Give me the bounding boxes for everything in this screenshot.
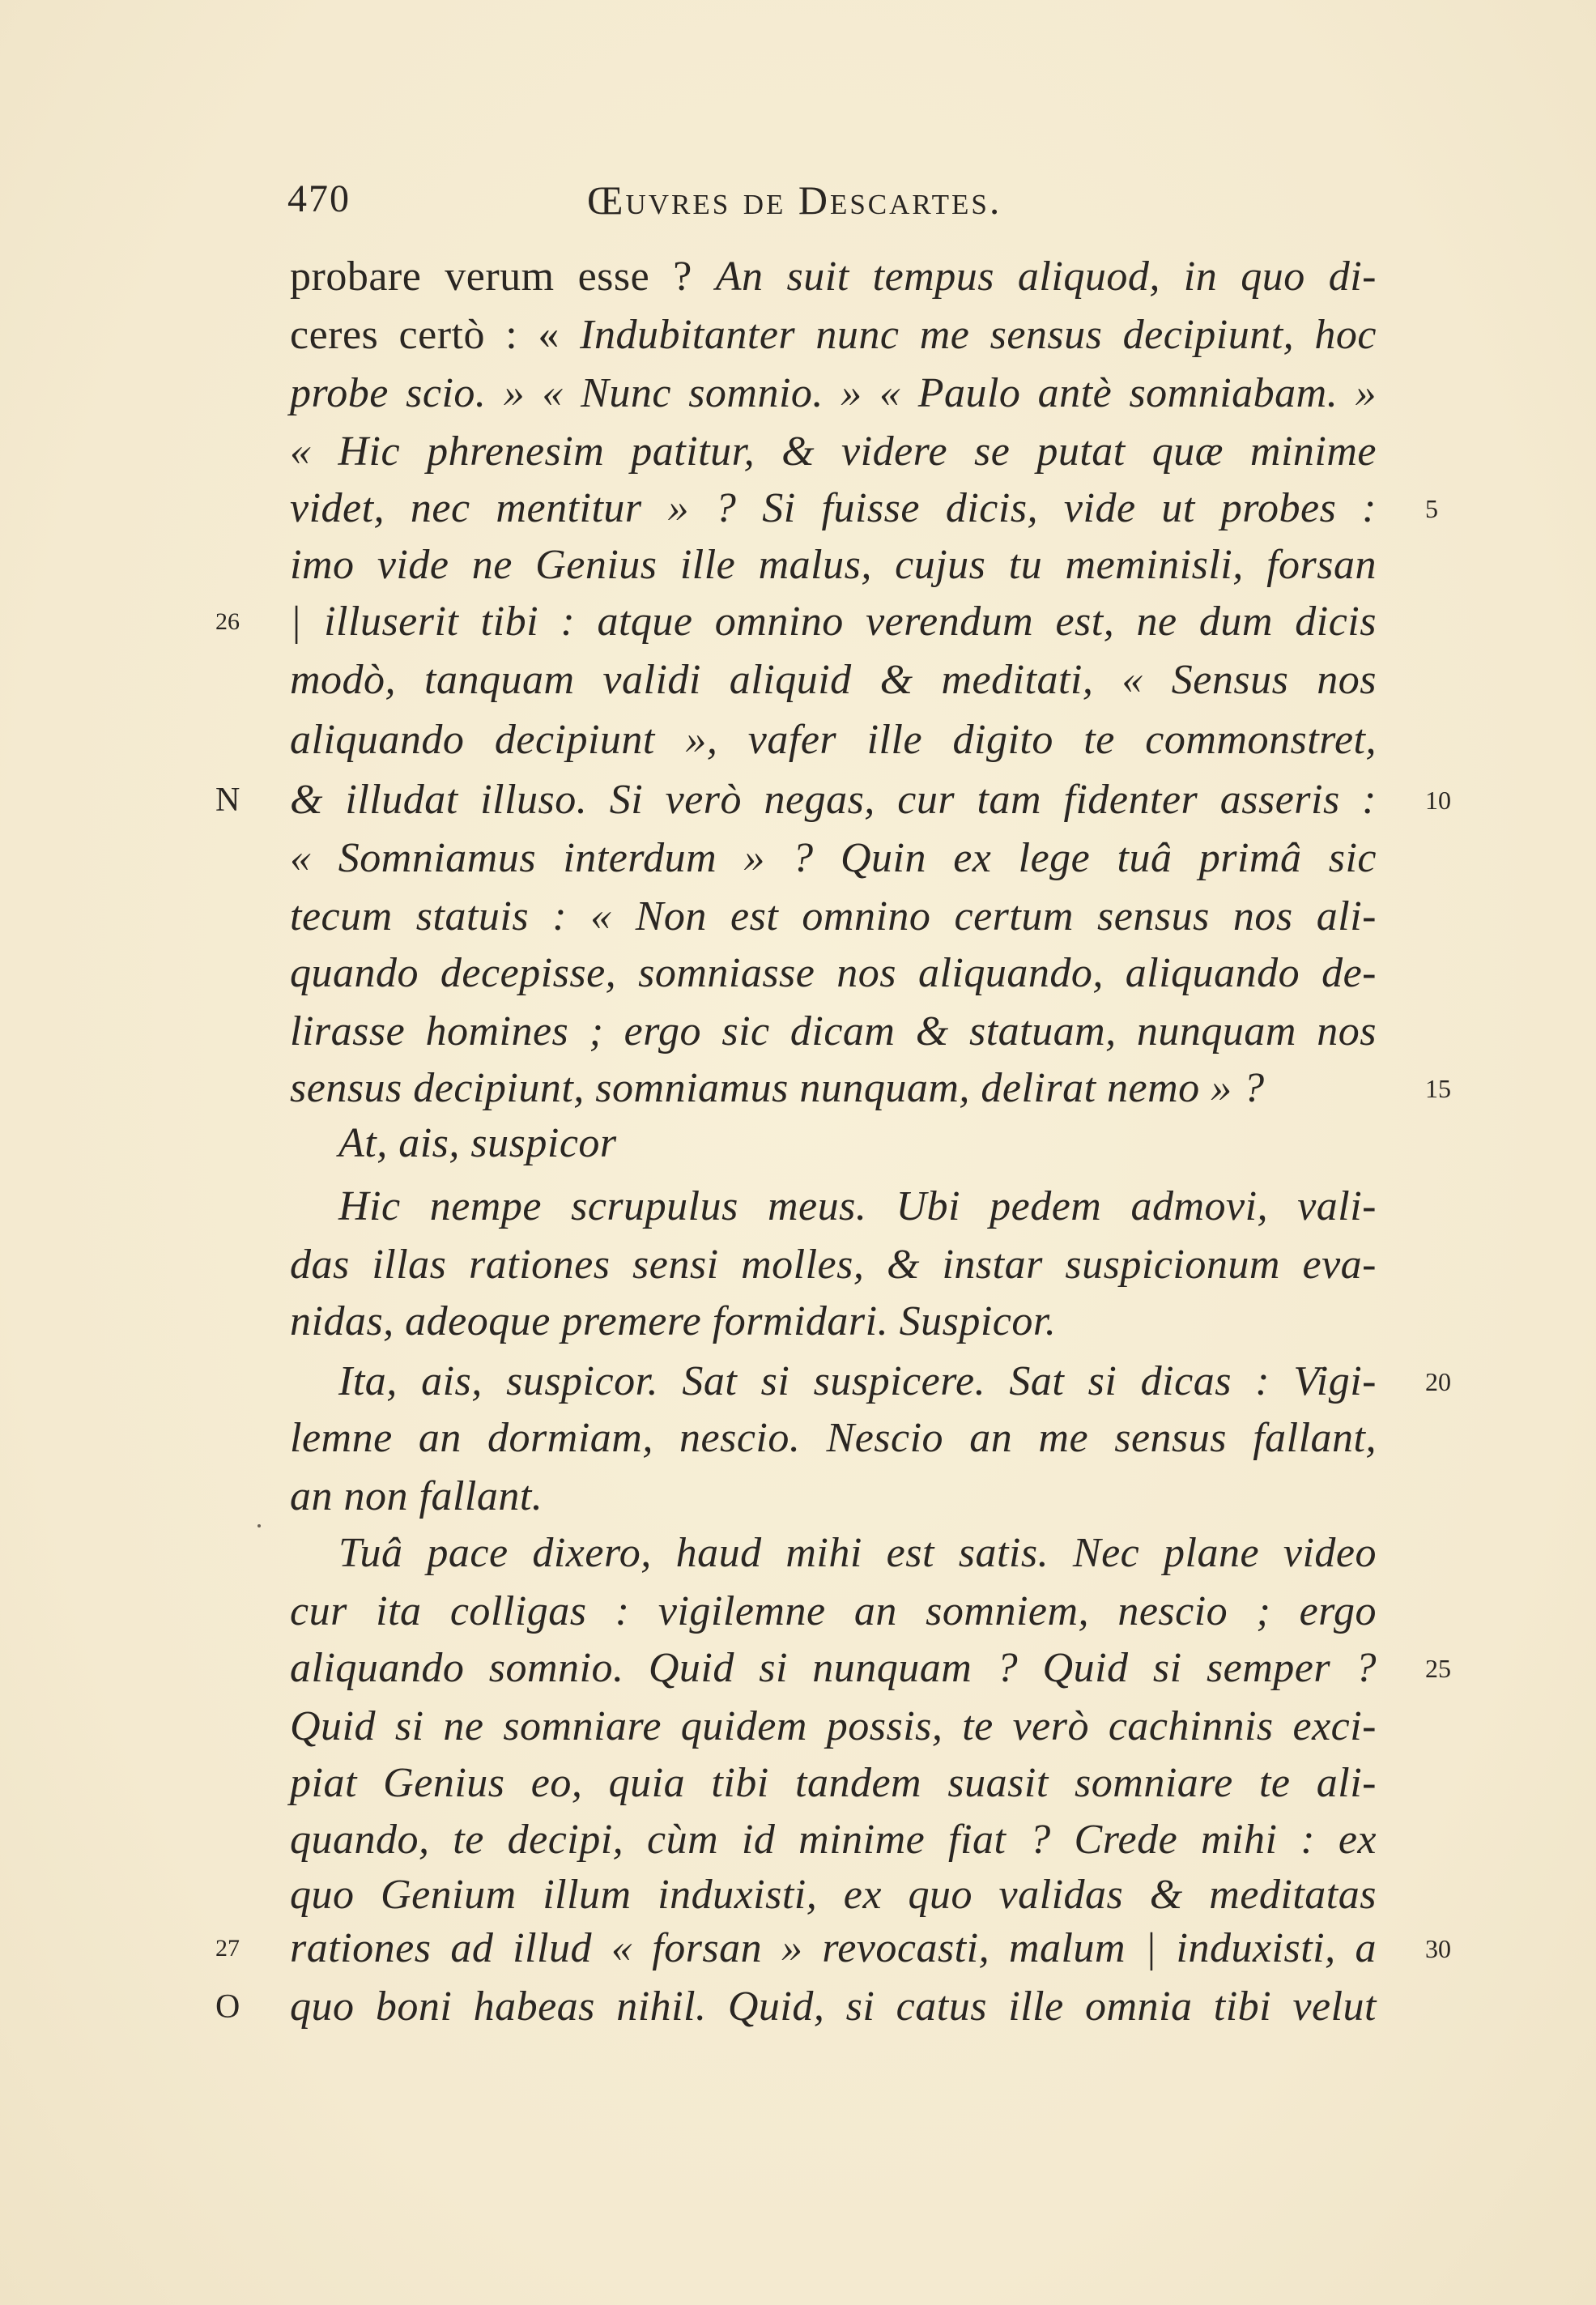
text-line-23 bbox=[338, 1529, 1377, 1578]
margin-note-26: 26 bbox=[215, 608, 240, 635]
text-line-14-italic: lirasse homines ; ergo sic dicam & statuam, nunquam nos bbox=[290, 1008, 1377, 1055]
text-line-31-italic: quo boni habeas nihil. Quid, si catus ille omnia tibi velut bbox=[290, 1983, 1377, 2030]
text-line-12 bbox=[290, 893, 1377, 941]
text-line-1-roman: probare verum esse ? bbox=[290, 254, 716, 300]
text-line-28 bbox=[290, 1816, 1377, 1864]
running-title: Œuvres de Descartes. bbox=[587, 177, 1002, 223]
text-line-21 bbox=[290, 1414, 1377, 1463]
text-line-29-italic: quo Genium illum induxisti, ex quo validas & meditatas bbox=[290, 1872, 1377, 1918]
text-line-30 bbox=[290, 1924, 1377, 1973]
text-line-11-italic: « Somniamus interdum » ? Quin ex lege tuâ primâ sic bbox=[290, 835, 1377, 881]
text-line-9-italic: aliquando decipiunt », vafer ille digito te commonstret, bbox=[290, 717, 1377, 763]
text-line-29 bbox=[290, 1871, 1377, 1919]
text-line-1 bbox=[290, 253, 1377, 301]
text-line-25-italic: aliquando somnio. Quid si nunquam ? Quid si semper ? bbox=[290, 1645, 1377, 1691]
text-line-23-italic: Tuâ pace dixero, haud mihi est satis. Nec plane video bbox=[338, 1530, 1377, 1576]
text-line-30-italic: rationes ad illud « forsan » revocasti, malum | induxisti, a bbox=[290, 1925, 1377, 1971]
text-line-18 bbox=[290, 1241, 1377, 1289]
text-line-3-italic: probe scio. » « Nunc somnio. » « Paulo antè somniabam. » bbox=[290, 370, 1377, 416]
text-line-10 bbox=[290, 776, 1377, 824]
text-line-7 bbox=[290, 598, 1377, 646]
page-number: 470 bbox=[287, 177, 351, 220]
text-line-5-italic: videt, nec mentitur » ? Si fuisse dicis, vide ut probes : bbox=[290, 485, 1377, 531]
text-line-18-italic: das illas rationes sensi molles, & instar suspicionum eva- bbox=[290, 1242, 1377, 1288]
text-line-4 bbox=[290, 428, 1377, 476]
text-line-14 bbox=[290, 1008, 1377, 1056]
line-number-10: 10 bbox=[1425, 786, 1451, 815]
text-line-31 bbox=[290, 1983, 1377, 2031]
text-line-10-italic: & illudat illuso. Si verò negas, cur tam fidenter asseris : bbox=[290, 777, 1377, 823]
text-line-19-italic: nidas, adeoque premere formidari. Suspicor. bbox=[290, 1298, 1057, 1344]
text-line-15-italic: sensus decipiunt, somniamus nunquam, delirat nemo » ? bbox=[290, 1065, 1265, 1111]
margin-signature-o: O bbox=[215, 1988, 240, 2026]
text-line-21-italic: lemne an dormiam, nescio. Nescio an me sensus fallant, bbox=[290, 1415, 1377, 1461]
text-line-20-italic: Ita, ais, suspicor. Sat si suspicere. Sat si dicas : Vigi- bbox=[338, 1358, 1377, 1404]
text-line-25 bbox=[290, 1644, 1377, 1693]
text-line-26 bbox=[290, 1702, 1377, 1751]
text-line-2-italic: Indubitanter nunc me sensus decipiunt, hoc bbox=[580, 312, 1377, 358]
text-line-4-italic: « Hic phrenesim patitur, & videre se putat quæ minime bbox=[290, 428, 1377, 475]
line-number-25: 25 bbox=[1425, 1654, 1451, 1683]
text-line-7-italic: | illuserit tibi : atque omnino verendum est, ne dum dicis bbox=[290, 599, 1377, 645]
text-line-15 bbox=[290, 1064, 1377, 1113]
text-line-22-italic: an non fallant. bbox=[290, 1473, 543, 1519]
line-number-20: 20 bbox=[1425, 1367, 1451, 1396]
text-line-27 bbox=[290, 1759, 1377, 1808]
line-number-30: 30 bbox=[1425, 1934, 1451, 1963]
text-line-24-italic: cur ita colligas : vigilemne an somniem, nescio ; ergo bbox=[290, 1588, 1377, 1634]
text-line-2 bbox=[290, 311, 1377, 360]
paper-speck bbox=[257, 1524, 261, 1527]
text-line-6-italic: imo vide ne Genius ille malus, cujus tu meminisli, forsan bbox=[290, 542, 1377, 588]
text-line-8-italic: modò, tanquam validi aliquid & meditati, « Sensus nos bbox=[290, 657, 1377, 703]
text-line-19 bbox=[290, 1297, 1377, 1346]
text-line-12-italic: tecum statuis : « Non est omnino certum sensus nos ali- bbox=[290, 893, 1377, 939]
text-line-3 bbox=[290, 369, 1377, 418]
text-line-1-italic: An suit tempus aliquod, in quo di- bbox=[715, 254, 1377, 300]
text-line-13-italic: quando decepisse, somniasse nos aliquando, aliquando de- bbox=[290, 950, 1377, 996]
line-number-5: 5 bbox=[1425, 494, 1438, 523]
text-line-22 bbox=[290, 1472, 1377, 1521]
text-line-9 bbox=[290, 716, 1377, 765]
margin-signature-n: N bbox=[215, 782, 240, 819]
margin-note-27: 27 bbox=[215, 1935, 240, 1962]
text-line-2-roman: ceres certò : « bbox=[290, 312, 581, 358]
text-line-26-italic: Quid si ne somniare quidem possis, te verò cachinnis exci- bbox=[290, 1703, 1377, 1749]
line-number-15: 15 bbox=[1425, 1074, 1451, 1103]
text-line-24 bbox=[290, 1587, 1377, 1636]
text-line-28-italic: quando, te decipi, cùm id minime fiat ? Crede mihi : ex bbox=[290, 1817, 1377, 1863]
text-line-8 bbox=[290, 656, 1377, 705]
text-line-16 bbox=[338, 1119, 1377, 1168]
text-line-16-italic: At, ais, suspicor bbox=[338, 1120, 617, 1166]
text-line-27-italic: piat Genius eo, quia tibi tandem suasit somniare te ali- bbox=[290, 1760, 1377, 1806]
text-line-17 bbox=[338, 1182, 1377, 1231]
text-line-13 bbox=[290, 949, 1377, 998]
text-line-6 bbox=[290, 541, 1377, 590]
text-line-17-italic: Hic nempe scrupulus meus. Ubi pedem admovi, vali- bbox=[338, 1183, 1377, 1229]
page-header bbox=[287, 177, 1377, 225]
text-line-11 bbox=[290, 834, 1377, 883]
text-line-20 bbox=[338, 1357, 1377, 1406]
text-line-5 bbox=[290, 484, 1377, 533]
